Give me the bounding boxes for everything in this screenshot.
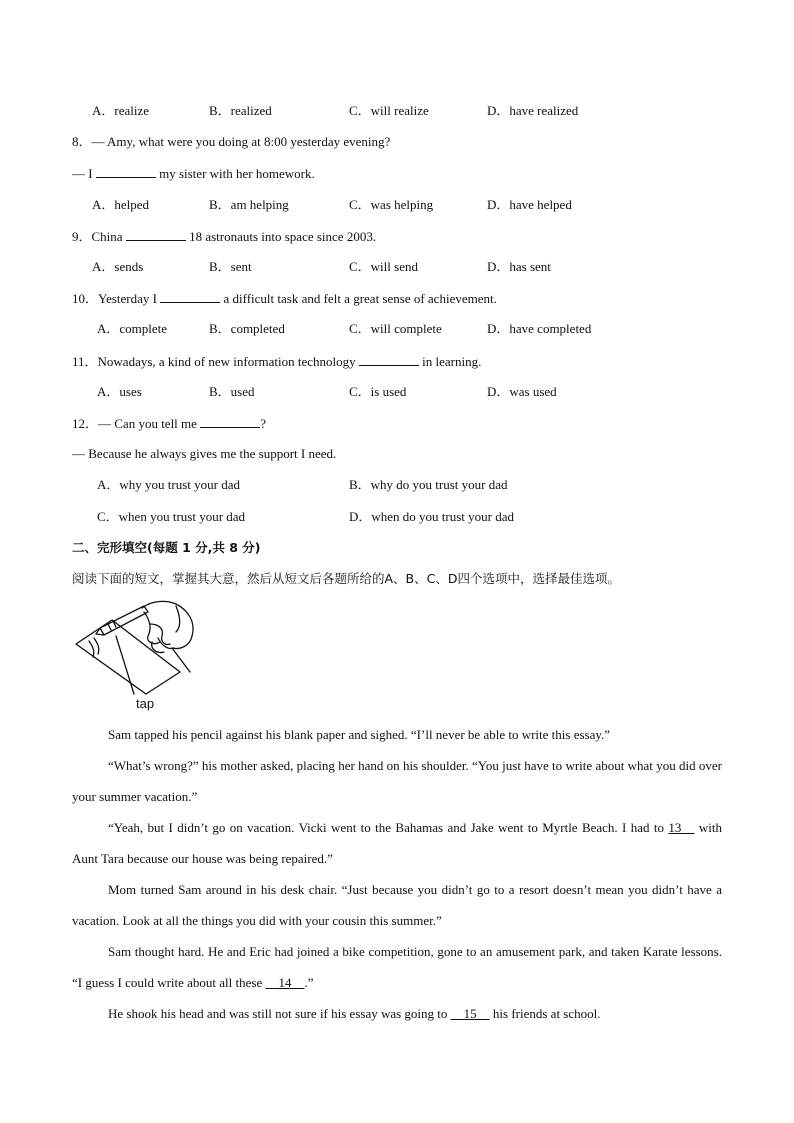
section-title: 二、完形填空(每题 1 分,共 8 分): [72, 540, 261, 555]
blank-14[interactable]: 14: [265, 975, 305, 990]
q11-pre: 11．Nowadays, a kind of new information technology: [72, 354, 356, 369]
passage-p5: [72, 936, 722, 998]
q11-option-d[interactable]: D．was used: [487, 384, 557, 399]
blank-15[interactable]: 15: [450, 1006, 490, 1021]
q11-stem: [72, 353, 481, 370]
q9-option-d[interactable]: D．has sent: [487, 259, 551, 274]
q12-answer: — Because he always gives me the support I need.: [72, 446, 337, 461]
q9-blank: [126, 228, 186, 241]
q12-stem: [72, 415, 266, 432]
passage-p5-pre: Sam thought hard. He and Eric had joined a bike competition, gone to an amusement park, and taken Karate lessons. “I guess I could write about all these: [72, 944, 722, 990]
q8-answer-line: [72, 165, 315, 182]
q8-blank: [96, 165, 156, 178]
q9-option-a[interactable]: A．sends: [92, 259, 144, 274]
passage-p6-pre: He shook his head and was still not sure if his essay was going to: [108, 1006, 448, 1021]
passage-p4: Mom turned Sam around in his desk chair. “Just because you didn’t go to a resort doesn’t mean you didn’t have a vacation. Look at all the things you did with your cousin this summer.”: [72, 882, 722, 928]
q9-post: 18 astronauts into space since 2003.: [189, 229, 377, 244]
q8-answer-pre: — I: [72, 166, 93, 181]
q10-option-c[interactable]: C．will complete: [349, 321, 442, 336]
q9-pre: 9．China: [72, 229, 123, 244]
q8-stem: 8．— Amy, what were you doing at 8:00 yesterday evening?: [72, 134, 391, 149]
q10-option-d[interactable]: D．have completed: [487, 321, 592, 336]
q12-option-a[interactable]: A．why you trust your dad: [97, 477, 240, 492]
q9-stem: [72, 228, 376, 245]
q12-option-c[interactable]: C．when you trust your dad: [97, 509, 246, 524]
q9-option-c[interactable]: C．will send: [349, 259, 418, 274]
q7-option-d[interactable]: D．have realized: [487, 103, 579, 118]
passage-p6-post: his friends at school.: [492, 1006, 601, 1021]
q12-post: ?: [260, 416, 266, 431]
q10-option-a[interactable]: A．complete: [97, 321, 168, 336]
figure-label: tap: [136, 696, 155, 711]
q7-option-b[interactable]: B．realized: [209, 103, 272, 118]
passage-p3-post: with Aunt Tara because our house was being repaired.”: [72, 820, 723, 866]
passage-p3-pre: “Yeah, but I didn’t go on vacation. Vicki went to the Bahamas and Jake went to Myrtle Beach. I had to: [108, 820, 665, 835]
q8-option-b[interactable]: B．am helping: [209, 197, 289, 212]
q10-stem: [72, 290, 497, 307]
q12-blank: [200, 415, 260, 428]
q11-blank: [359, 353, 419, 366]
q8-option-c[interactable]: C．was helping: [349, 197, 434, 212]
q12-option-b[interactable]: B．why do you trust your dad: [349, 477, 508, 492]
q10-pre: 10．Yesterday I: [72, 291, 157, 306]
q10-option-b[interactable]: B．completed: [209, 321, 285, 336]
q7-option-c[interactable]: C．will realize: [349, 103, 429, 118]
pencil-tap-illustration: [72, 598, 202, 712]
section-instruction: 阅读下面的短文，掌握其大意，然后从短文后各题所给的A、B、C、D四个选项中，选择最佳选项。: [72, 571, 620, 586]
q8-answer-post: my sister with her homework.: [159, 166, 315, 181]
blank-13[interactable]: 13: [668, 820, 695, 835]
q10-post: a difficult task and felt a great sense of achievement.: [223, 291, 497, 306]
q11-option-b[interactable]: B．used: [209, 384, 255, 399]
q8-option-a[interactable]: A．helped: [92, 197, 150, 212]
q8-option-d[interactable]: D．have helped: [487, 197, 572, 212]
q7-option-a[interactable]: A．realize: [92, 103, 150, 118]
q12-option-d[interactable]: D．when do you trust your dad: [349, 509, 515, 524]
passage-p5-post: .”: [304, 975, 314, 990]
passage-p2: “What’s wrong?” his mother asked, placing her hand on his shoulder. “You just have to write about what you did over your summer vacation.”: [72, 758, 722, 804]
passage-p6: [72, 998, 722, 1029]
q12-pre: 12．— Can you tell me: [72, 416, 197, 431]
q11-option-c[interactable]: C．is used: [349, 384, 407, 399]
q11-option-a[interactable]: A．uses: [97, 384, 142, 399]
passage: [72, 719, 722, 1029]
q10-blank: [160, 290, 220, 303]
hand-pencil-icon: [72, 598, 202, 712]
passage-p3: [72, 812, 722, 874]
q11-post: in learning.: [422, 354, 482, 369]
q9-option-b[interactable]: B．sent: [209, 259, 252, 274]
passage-p1: Sam tapped his pencil against his blank paper and sighed. “I’ll never be able to write this essay.”: [108, 727, 611, 742]
